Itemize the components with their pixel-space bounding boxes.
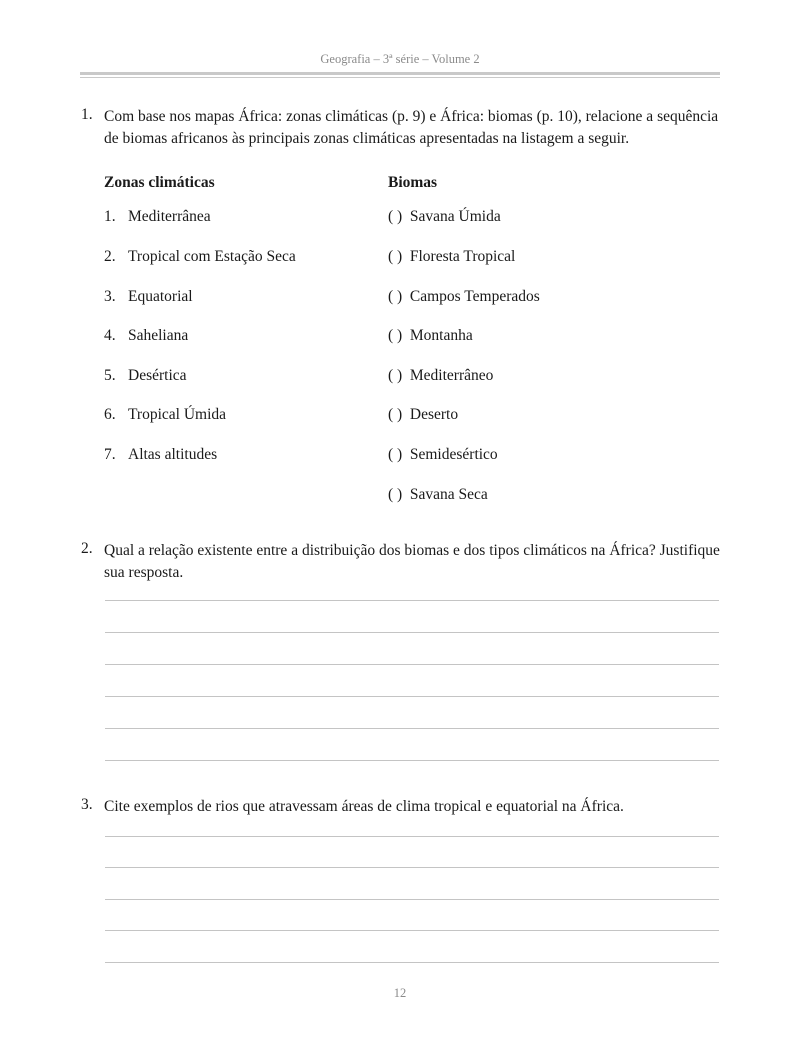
answer-line[interactable]	[105, 632, 719, 633]
answer-line[interactable]	[105, 696, 719, 697]
biome-label: Deserto	[409, 406, 459, 423]
zone-number: 7.	[104, 446, 116, 463]
zone-item	[104, 406, 226, 424]
header-rule-thick	[80, 72, 720, 75]
zone-label: Desértica	[128, 367, 187, 384]
zone-item	[104, 367, 187, 385]
question-3-number: 3.	[81, 796, 93, 813]
zone-item	[104, 327, 188, 345]
answer-line[interactable]	[105, 867, 719, 868]
zone-item	[104, 288, 193, 306]
zone-label: Equatorial	[128, 288, 193, 305]
biome-item	[388, 486, 488, 504]
zone-label: Tropical com Estação Seca	[128, 248, 296, 265]
zone-label: Altas altitudes	[128, 446, 218, 463]
zone-label: Mediterrânea	[128, 208, 211, 225]
answer-blank[interactable]: ( )	[388, 367, 403, 384]
zone-label: Tropical Úmida	[128, 406, 227, 423]
zone-number: 2.	[104, 248, 116, 265]
answer-blank[interactable]: ( )	[388, 446, 403, 463]
answer-line[interactable]	[105, 930, 719, 931]
answer-blank[interactable]: ( )	[388, 327, 403, 344]
question-1-line-2: de biomas africanos às principais zonas climáticas apresentadas na listagem a seguir.	[104, 130, 630, 147]
question-2-text	[104, 540, 722, 584]
answer-blank[interactable]: ( )	[388, 486, 403, 503]
question-2-line-1: Qual a relação existente entre a distribuição dos biomas e dos tipos climáticos na África? Justifique	[104, 542, 720, 559]
biome-item	[388, 327, 473, 345]
zone-item	[104, 248, 296, 266]
zone-label: Saheliana	[128, 327, 189, 344]
biome-label: Savana Úmida	[409, 208, 501, 225]
zone-number: 5.	[104, 367, 116, 384]
biome-item	[388, 288, 540, 306]
question-1-text	[104, 106, 722, 150]
answer-blank[interactable]: ( )	[388, 208, 403, 225]
zone-number: 4.	[104, 327, 116, 344]
answer-line[interactable]	[105, 962, 719, 963]
zone-number: 1.	[104, 208, 116, 225]
question-3-line-1: Cite exemplos de rios que atravessam áreas de clima tropical e equatorial na África.	[104, 798, 624, 815]
biome-label: Semidesértico	[409, 446, 498, 463]
zone-number: 3.	[104, 288, 116, 305]
question-2-number: 2.	[81, 540, 93, 557]
running-header: Geografia – 3ª série – Volume 2	[320, 52, 480, 66]
answer-line[interactable]	[105, 899, 719, 900]
answer-line[interactable]	[105, 836, 719, 837]
answer-line[interactable]	[105, 664, 719, 665]
biome-item	[388, 208, 501, 226]
answer-blank[interactable]: ( )	[388, 288, 403, 305]
zone-item	[104, 446, 217, 464]
biomes-heading: Biomas	[388, 174, 438, 191]
zone-item	[104, 208, 211, 226]
page-number: 12	[393, 986, 407, 1000]
answer-blank[interactable]: ( )	[388, 248, 403, 265]
answer-line[interactable]	[105, 600, 719, 601]
zone-number: 6.	[104, 406, 116, 423]
biome-item	[388, 406, 458, 424]
answer-line[interactable]	[105, 760, 719, 761]
biome-label: Campos Temperados	[409, 288, 540, 305]
biome-label: Mediterrâneo	[409, 367, 494, 384]
biome-label: Montanha	[409, 327, 473, 344]
biome-item	[388, 367, 493, 385]
question-2-line-2: sua resposta.	[104, 564, 184, 581]
question-3-text	[104, 796, 722, 818]
biome-label: Savana Seca	[409, 486, 488, 503]
answer-blank[interactable]: ( )	[388, 406, 403, 423]
biome-item	[388, 248, 515, 266]
header-rule-thin	[80, 77, 720, 78]
biome-label: Floresta Tropical	[409, 248, 516, 265]
question-1-number: 1.	[81, 106, 93, 123]
biome-item	[388, 446, 498, 464]
question-1-line-1: Com base nos mapas África: zonas climáticas (p. 9) e África: biomas (p. 10), relacione a sequência	[104, 108, 719, 125]
zones-heading: Zonas climáticas	[104, 174, 215, 191]
answer-line[interactable]	[105, 728, 719, 729]
